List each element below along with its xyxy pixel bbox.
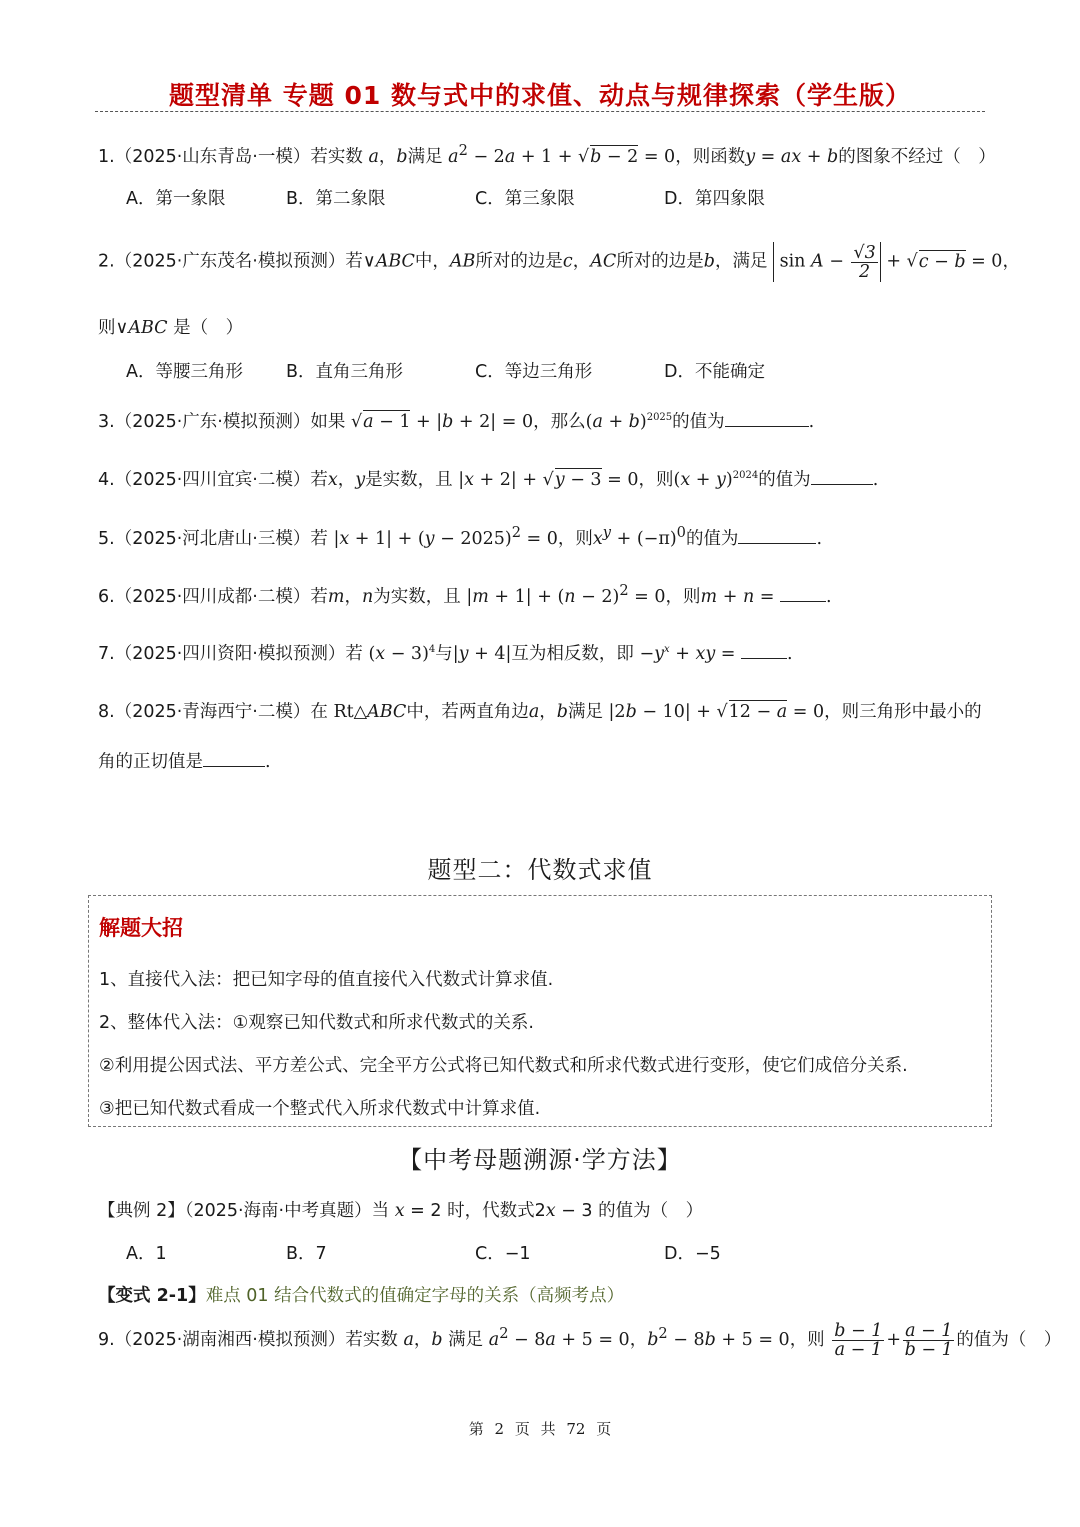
question-8-cont: 角的正切值是 .	[98, 752, 271, 772]
answer-blank[interactable]	[738, 529, 816, 544]
option-a[interactable]: A．1	[126, 1244, 167, 1264]
question-1: 1.（2025·山东青岛·一模）若实数 a，b满足 $a^2 - 2a + 1 + √b - 2 = 0$，则函数y = ax + b的图象不经过（ ）	[98, 142, 996, 167]
question-text: 为实数，且	[373, 586, 461, 607]
question-text: 如果	[310, 412, 346, 432]
tip-item: ②利用提公因式法、平方差公式、完全平方公式将已知代数式和所求代数式进行变形，使它们成倍分关系.	[99, 1056, 908, 1076]
question-text: 与	[435, 644, 453, 664]
question-4: 4.（2025·四川宜宾·二模）若x，y是实数，且 |x + 2| + √y − 3 = 0，则$(x + y)^{2024}$的值为 .	[98, 470, 879, 490]
tip-item: 1、直接代入法：把已知字母的值直接代入代数式计算求值.	[99, 970, 554, 990]
question-text: ，满足	[714, 251, 768, 272]
variant-tag: 【变式 2-1】	[98, 1286, 206, 1306]
question-text: ，则	[557, 528, 593, 549]
question-text: ，	[572, 251, 591, 272]
answer-blank[interactable]	[741, 644, 787, 659]
answer-blank[interactable]	[811, 470, 873, 485]
question-text: 角的正切值是	[98, 752, 203, 772]
question-number: 5.	[98, 528, 115, 549]
question-text: 时，代数式	[447, 1201, 535, 1221]
answer-blank[interactable]	[725, 412, 809, 427]
question-text: 若	[310, 470, 328, 490]
question-text: ，则函数	[675, 146, 746, 167]
option-a[interactable]: A．等腰三角形	[126, 362, 243, 382]
question-text: 的值为	[672, 412, 725, 432]
tip-item: 2、整体代入法：①观察已知代数式和所求代数式的关系.	[99, 1013, 534, 1033]
page-footer: 第 2 页 共 72 页	[468, 1420, 612, 1438]
option-d[interactable]: D．−5	[664, 1244, 721, 1264]
question-text: 所对的边是	[475, 251, 563, 272]
question-source: （2025·海南·中考真题）	[184, 1201, 372, 1221]
question-text: 满足	[448, 1330, 484, 1350]
option-b[interactable]: B．7	[286, 1244, 327, 1264]
question-text: 若实数	[310, 146, 363, 167]
question-text: 的值为（ ）	[956, 1330, 1062, 1350]
question-text: 的值为（ ）	[598, 1201, 704, 1221]
question-9: 9.（2025·湖南湘西·模拟预测）若实数 a，b 满足 $a^2 - 8a + 5 = 0$，$b^2 - 8b + 5 = 0$，则 $\frac{b - 1}{a - 1}$ + $\frac{a - 1}{b - 1}$ 的值为（ ）	[98, 1321, 1062, 1360]
question-source: （2025·广东·模拟预测）	[114, 412, 311, 432]
question-text: 满足	[567, 702, 603, 722]
question-text: 是（ ）	[173, 318, 244, 338]
question-2: 2.（2025·广东茂名·模拟预测）若∨ABC中，AB所对的边是c，AC所对的边是b，满足 sin A − $\frac{√3}{2}$ + √c − b = 0，	[98, 242, 1020, 282]
question-source: （2025·四川资阳·模拟预测）	[114, 644, 346, 664]
question-text: 所对的边是	[616, 251, 704, 272]
question-number: 6.	[98, 586, 115, 607]
question-text: 若	[345, 644, 363, 664]
variant-text: 难点 01 结合代数式的值确定字母的关系（高频考点）	[205, 1286, 625, 1306]
question-text: 若实数	[345, 1330, 398, 1350]
question-text: ，则	[638, 470, 674, 490]
page-title: 题型清单 专题 01 数与式中的求值、动点与规律探索（学生版）	[169, 81, 911, 110]
question-number: 4.	[98, 470, 115, 490]
question-text: 的值为	[758, 470, 811, 490]
section-title: 题型二：代数式求值	[427, 856, 653, 884]
question-text: ，那么	[533, 412, 586, 432]
question-source: （2025·四川成都·二模）	[114, 586, 311, 607]
question-text: 的值为	[685, 528, 739, 549]
question-number: 7.	[98, 644, 115, 664]
tips-title: 解题大招	[99, 916, 183, 940]
question-text: 若	[310, 528, 328, 549]
question-5: 5.（2025·河北唐山·三模）若 $|x + 1| + (y - 2025)^2 = 0$，则$x^y + (-\pi)^0$的值为 .	[98, 524, 823, 549]
question-text: 当	[371, 1201, 390, 1221]
option-c[interactable]: C．−1	[475, 1244, 531, 1264]
question-text: 若	[310, 586, 328, 607]
option-b[interactable]: B．第二象限	[286, 189, 386, 209]
question-source: （2025·湖南湘西·模拟预测）	[114, 1330, 346, 1350]
subsection-title: 【中考母题溯源·学方法】	[398, 1146, 682, 1174]
option-d[interactable]: D．不能确定	[664, 362, 765, 382]
answer-blank[interactable]	[780, 587, 826, 602]
answer-blank[interactable]	[203, 752, 265, 767]
question-number: 9.	[98, 1330, 115, 1350]
question-text: 的图象不经过（ ）	[838, 146, 996, 167]
question-number: 3.	[98, 412, 115, 432]
question-6: 6.（2025·四川成都·二模）若m，n为实数，且 $|m + 1| + (n - 2)^2 = 0$，则m + n = .	[98, 582, 832, 607]
question-text: ，则	[789, 1330, 825, 1350]
question-source: （2025·四川宜宾·二模）	[114, 470, 311, 490]
question-text: 是实数，且	[365, 470, 453, 490]
option-a[interactable]: A．第一象限	[126, 189, 226, 209]
question-text: 在	[310, 702, 328, 722]
question-2-cont: 则∨ABC 是（ ）	[98, 318, 244, 338]
question-source: （2025·青海西宁·二模）	[114, 702, 311, 722]
question-source: （2025·河北唐山·三模）	[114, 528, 311, 549]
option-b[interactable]: B．直角三角形	[286, 362, 404, 382]
question-number: 1.	[98, 146, 115, 167]
example-tag: 【典例 2】	[98, 1201, 185, 1221]
question-text: 中，	[414, 251, 450, 272]
option-c[interactable]: C．第三象限	[475, 189, 575, 209]
tips-box	[88, 895, 992, 1127]
question-text: 则∨	[98, 318, 129, 338]
question-source: （2025·广东茂名·模拟预测）	[114, 251, 346, 272]
question-text: 若∨	[345, 251, 376, 272]
option-c[interactable]: C．等边三角形	[475, 362, 593, 382]
question-3: 3.（2025·广东·模拟预测）如果 √a − 1 + |b + 2| = 0，那么$(a + b)^{2025}$的值为 .	[98, 412, 815, 432]
tip-item: ③把已知代数式看成一个整式代入所求代数式中计算求值.	[99, 1099, 541, 1119]
question-number: 8.	[98, 702, 115, 722]
question-source: （2025·山东青岛·一模）	[114, 146, 311, 167]
title-divider	[95, 111, 985, 112]
question-text: ，则三角形中最小的	[824, 702, 982, 722]
question-text: 满足	[407, 146, 443, 167]
option-d[interactable]: D．第四象限	[664, 189, 765, 209]
question-text: 互为相反数，即	[511, 644, 634, 664]
question-7: 7.（2025·四川资阳·模拟预测）若 $(x - 3)^4$与|y + 4|互为相反数，即 $-y^x$ + xy = .	[98, 644, 793, 664]
variant-heading	[98, 1282, 624, 1307]
example-2: 【典例 2】（2025·海南·中考真题）当 x = 2 时，代数式2x − 3 的值为（ ）	[98, 1201, 704, 1221]
question-8: 8.（2025·青海西宁·二模）在 Rt△ABC中，若两直角边a，b满足 |2b − 10| + √12 − a = 0，则三角形中最小的	[98, 702, 982, 722]
question-text: ，则	[665, 586, 701, 607]
question-number: 2.	[98, 251, 115, 272]
question-text: 中，若两直角边	[406, 702, 529, 722]
